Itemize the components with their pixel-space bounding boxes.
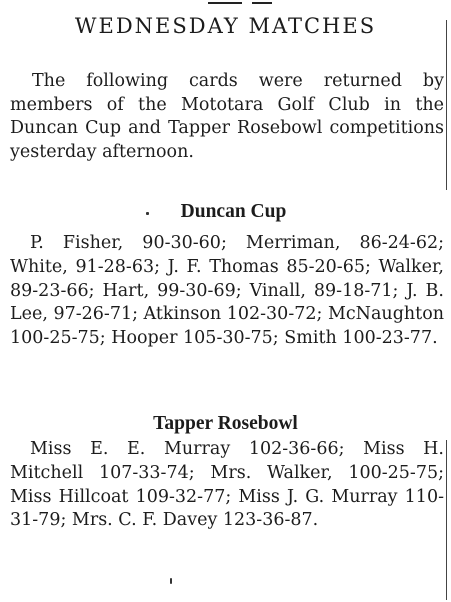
- section-title-tapper-rosebowl: Tapper Rosebowl: [153, 413, 298, 434]
- clipping-edge-lower: [446, 440, 447, 600]
- print-speck: [146, 212, 149, 215]
- top-rule-left: [208, 2, 242, 4]
- section-title-duncan-cup: Duncan Cup: [180, 201, 287, 222]
- results-text-duncan-cup: P. Fisher, 90-30-60; Merriman, 86-24-62; White, 91-28-63; J. F. Thomas 85-20-65; Walker, 89-23-66; Hart, 99-30-69; Vinall, 89-18-71; J. B. Lee, 97-26-71; Atkinson 102-30-72; McNaughton 100-25-75; Hooper 105-30-75; Smith 100-23-77.: [10, 233, 445, 349]
- clipping-edge-upper: [446, 20, 447, 190]
- top-rule-right: [252, 2, 272, 4]
- results-tapper-rosebowl: [10, 438, 444, 533]
- headline: WEDNESDAY MATCHES: [74, 14, 377, 38]
- print-speck: [170, 578, 172, 584]
- results-text-tapper-rosebowl: Miss E. E. Murray 102-36-66; Miss H. Mitchell 107-33-74; Mrs. Walker, 100-25-75; Miss Hillcoat 109-32-77; Miss J. G. Murray 110-31-79; Mrs. C. F. Davey 123-36-87.: [10, 439, 444, 531]
- intro-paragraph: [10, 70, 444, 164]
- results-duncan-cup: [10, 232, 444, 351]
- intro-text: The following cards were returned by members of the Mototara Golf Club in the Duncan Cup and Tapper Rosebowl competitions yesterday afternoon.: [10, 71, 444, 162]
